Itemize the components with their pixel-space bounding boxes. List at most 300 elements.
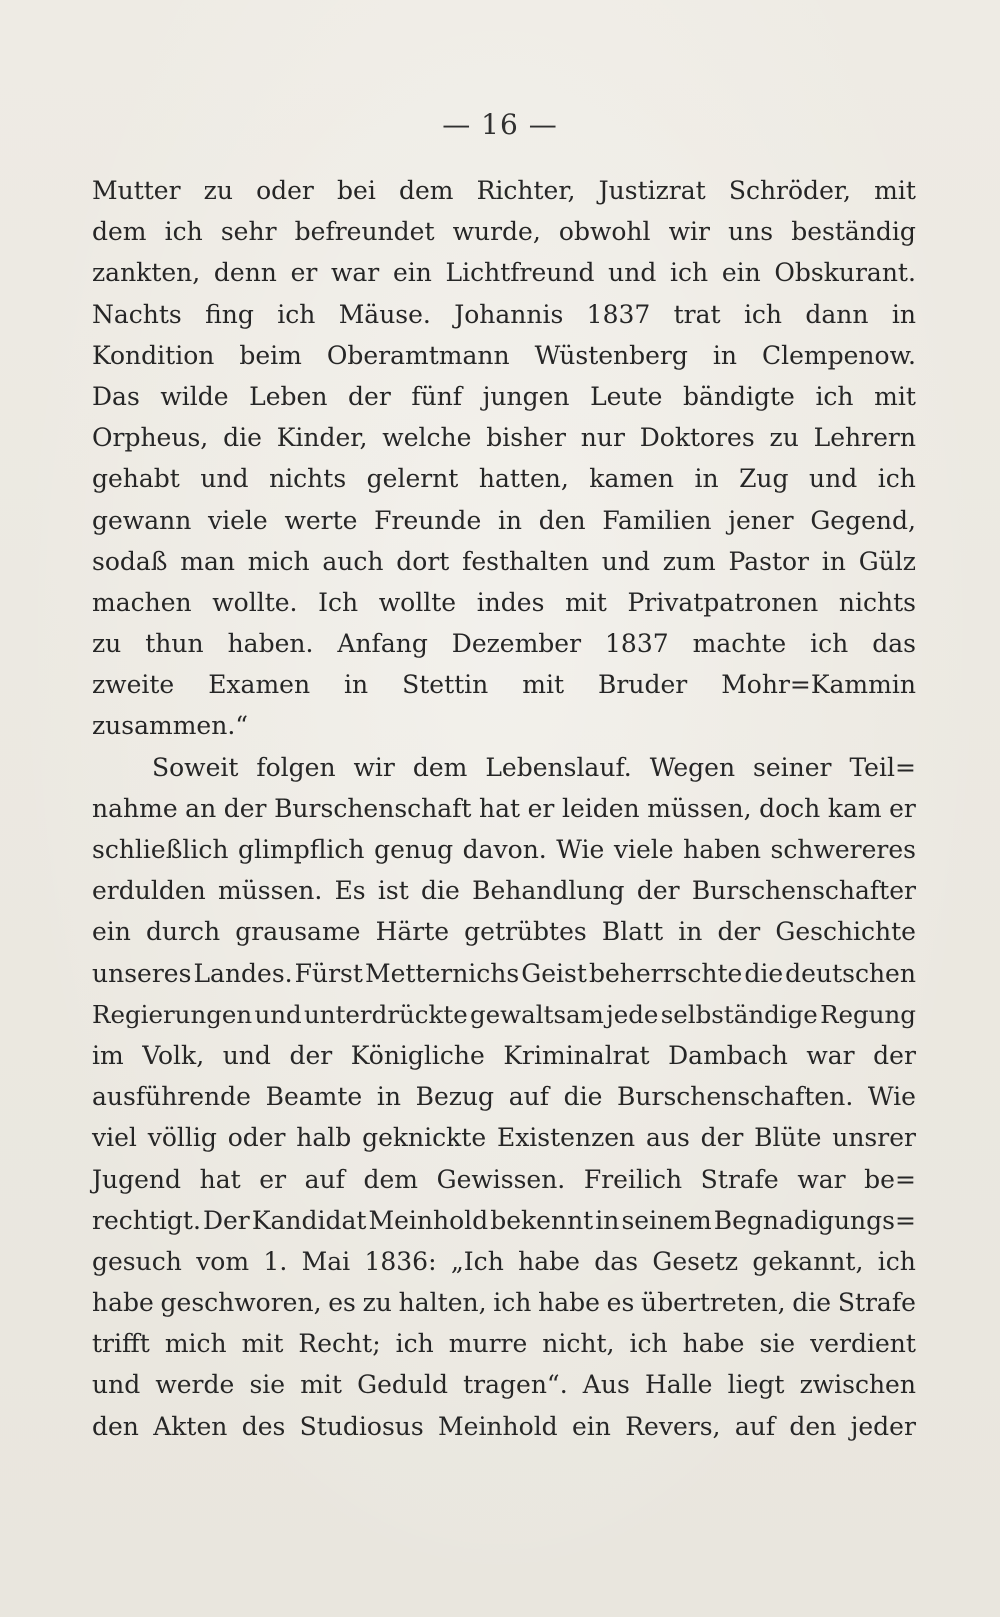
word: viele xyxy=(613,835,674,864)
word: habe xyxy=(518,1246,580,1276)
word: jeder xyxy=(850,1411,916,1441)
word: Oberamtmann xyxy=(326,340,510,370)
word: welche xyxy=(382,423,472,453)
word: er xyxy=(527,793,555,823)
text-line xyxy=(92,623,916,664)
word: und xyxy=(809,464,858,494)
word: Gewissen. xyxy=(436,1164,566,1194)
word: bei xyxy=(337,176,376,205)
word: Härte xyxy=(375,917,450,947)
word: 1837 xyxy=(605,629,669,659)
text-line xyxy=(92,911,916,952)
word: im xyxy=(92,1040,124,1070)
word: Der xyxy=(202,1205,250,1235)
word: Lehrern xyxy=(813,423,916,453)
word: Burschenschafter xyxy=(691,876,916,906)
word: ich xyxy=(395,1329,434,1359)
word: Blatt xyxy=(601,917,664,947)
word: liegt xyxy=(727,1370,785,1400)
word: be= xyxy=(864,1164,916,1194)
word: Mutter xyxy=(92,176,181,205)
word: kam xyxy=(827,793,882,823)
word: in xyxy=(712,340,737,370)
word: die xyxy=(421,876,460,906)
body-text xyxy=(92,170,916,1447)
word: Burschenschaft xyxy=(274,793,472,823)
word: Nachts xyxy=(92,299,182,329)
word: folgen xyxy=(256,752,336,782)
word: zwischen xyxy=(799,1370,916,1400)
word: seinem xyxy=(621,1205,712,1235)
word: zu xyxy=(769,423,799,453)
word: Meinhold xyxy=(368,1205,489,1235)
word: getrübtes xyxy=(464,917,587,947)
text-line xyxy=(92,870,916,911)
word: in xyxy=(821,546,846,576)
paragraph xyxy=(92,170,916,747)
word: Meinhold xyxy=(438,1411,558,1441)
word: ich xyxy=(164,217,203,247)
word: trat xyxy=(673,299,721,329)
word: der xyxy=(636,876,680,906)
word: zu xyxy=(92,629,122,659)
word: bändigte xyxy=(683,381,795,411)
text-line xyxy=(92,747,916,788)
word: sodaß xyxy=(92,546,168,576)
word: rechtigt. xyxy=(92,1205,201,1235)
word: Behandlung xyxy=(472,876,625,906)
word: dann xyxy=(805,299,869,329)
word: fünf xyxy=(411,381,463,411)
word: Studiosus xyxy=(299,1411,424,1441)
word: in xyxy=(376,1082,401,1112)
word: Recht; xyxy=(298,1329,381,1359)
text-line xyxy=(92,1282,916,1323)
word: ich xyxy=(743,299,783,329)
word: Wegen xyxy=(649,752,736,782)
word: sie xyxy=(759,1329,796,1359)
word: Begnadigungs= xyxy=(713,1205,916,1235)
word: und xyxy=(200,464,249,494)
word: wollte. xyxy=(212,587,298,617)
word: Existenzen xyxy=(496,1123,636,1153)
word: Akten xyxy=(153,1411,228,1441)
word: habe xyxy=(682,1329,745,1359)
word: in xyxy=(891,299,916,329)
word: Landes. xyxy=(193,958,293,988)
word: Leben xyxy=(249,381,328,411)
word: Justizrat xyxy=(598,176,706,205)
word: Geist xyxy=(521,958,587,988)
word: Freunde xyxy=(374,505,482,535)
text-line xyxy=(92,335,916,376)
word: Familien xyxy=(602,505,712,535)
text-line xyxy=(92,1323,916,1364)
word: Stettin xyxy=(402,670,489,700)
word: Halle xyxy=(644,1370,713,1400)
word: war xyxy=(806,1040,855,1070)
word: Regierungen xyxy=(92,999,253,1029)
word: tragen“. xyxy=(463,1370,568,1400)
word: deutschen xyxy=(785,958,916,988)
word: mit xyxy=(522,670,565,700)
word: Lebenslauf. xyxy=(485,752,632,782)
word: in xyxy=(678,917,703,947)
word: schwereres xyxy=(770,835,916,864)
text-line xyxy=(92,1406,916,1447)
word: Burschenschaften. xyxy=(617,1082,854,1112)
word: werde xyxy=(155,1370,235,1400)
word: er xyxy=(290,258,318,288)
word: mit xyxy=(874,176,916,205)
text-line xyxy=(92,211,916,252)
word: werte xyxy=(284,505,358,535)
word: verdient xyxy=(810,1329,916,1359)
word: sie xyxy=(249,1370,286,1400)
word: dort xyxy=(396,546,450,576)
word: machen xyxy=(92,587,192,617)
word: und xyxy=(608,258,657,288)
text-line xyxy=(92,252,916,293)
word: man xyxy=(180,546,235,576)
text-line xyxy=(92,705,916,746)
word: Das xyxy=(92,381,140,411)
word: ich xyxy=(277,299,316,329)
word: zweite xyxy=(92,670,175,700)
word: Examen xyxy=(208,670,311,700)
word: Jugend xyxy=(92,1164,182,1194)
word: gekannt, xyxy=(752,1246,864,1276)
word: trifft xyxy=(92,1329,150,1359)
word: glimpflich xyxy=(238,835,365,864)
text-line xyxy=(92,1117,916,1158)
word: die xyxy=(792,1288,832,1318)
word: nicht, xyxy=(542,1329,615,1359)
word: Wüstenberg xyxy=(534,340,688,370)
word: Mohr=Kammin xyxy=(721,670,916,700)
word: 1836: xyxy=(364,1246,437,1276)
word: 1. xyxy=(263,1246,288,1276)
word: leiden xyxy=(561,793,640,823)
word: der xyxy=(717,917,761,947)
word: oder xyxy=(256,176,314,205)
word: zankten, xyxy=(92,258,201,288)
word: wurde, xyxy=(452,217,541,247)
word: Freilich xyxy=(583,1164,683,1194)
word: obwohl xyxy=(558,217,651,247)
word: der xyxy=(223,793,267,823)
paragraph xyxy=(92,747,916,1447)
word: ein xyxy=(721,258,761,288)
text-line xyxy=(92,417,916,458)
text-line xyxy=(92,829,916,870)
text-line xyxy=(92,294,916,335)
word: Mai xyxy=(301,1246,351,1276)
word: Mäuse. xyxy=(338,299,431,329)
word: sehr xyxy=(220,217,277,247)
word: der xyxy=(873,1040,916,1070)
word: das xyxy=(594,1246,639,1276)
word: Kondition xyxy=(92,340,215,370)
word: Gülz xyxy=(858,546,916,576)
word: unsrer xyxy=(832,1123,916,1153)
word: Kriminalrat xyxy=(503,1040,650,1070)
word: dem xyxy=(412,752,468,782)
word: Zug xyxy=(739,464,789,494)
word: Bruder xyxy=(598,670,688,700)
word: viele xyxy=(208,505,268,535)
word: ich xyxy=(877,1246,916,1276)
word: Schröder, xyxy=(728,176,852,205)
word: durch xyxy=(146,917,221,947)
word: ausführende xyxy=(92,1082,251,1112)
word: den xyxy=(92,1411,139,1441)
word: der xyxy=(348,381,391,411)
word: oder xyxy=(227,1123,286,1153)
word: fing xyxy=(205,299,254,329)
word: wir xyxy=(353,752,395,782)
word: Leute xyxy=(590,381,663,411)
word: Blüte xyxy=(754,1123,822,1153)
text-line xyxy=(92,582,916,623)
word: Kinder, xyxy=(276,423,368,453)
word: jede xyxy=(606,999,659,1029)
word: er xyxy=(259,1164,287,1194)
word: Beamte xyxy=(265,1082,363,1112)
word: Anfang xyxy=(337,629,428,659)
word: Dambach xyxy=(668,1040,788,1070)
word: Richter, xyxy=(476,176,576,205)
word: zu xyxy=(203,176,233,205)
word: an xyxy=(185,793,217,823)
text-line xyxy=(92,170,916,211)
word: Metternichs xyxy=(364,958,520,988)
word: halten, xyxy=(398,1288,487,1318)
word: Obskurant. xyxy=(774,258,916,288)
word: haben xyxy=(683,835,762,864)
word: in xyxy=(694,464,719,494)
word: dem xyxy=(398,176,454,205)
word: Teil= xyxy=(849,752,916,782)
word: seiner xyxy=(753,752,832,782)
word: müssen. xyxy=(218,876,323,906)
word: war xyxy=(331,258,380,288)
word: übertreten, xyxy=(641,1288,786,1318)
word: müssen, xyxy=(647,793,752,823)
word: auf xyxy=(304,1164,345,1194)
word: Pastor xyxy=(728,546,810,576)
word: vom xyxy=(196,1246,250,1276)
word: ich xyxy=(670,258,709,288)
word: Ich xyxy=(318,587,359,617)
word: unseres xyxy=(92,958,192,988)
word: des xyxy=(241,1411,286,1441)
word: geschworen, xyxy=(160,1288,322,1318)
text-line xyxy=(92,1159,916,1200)
word: und xyxy=(222,1040,271,1070)
word: murre xyxy=(448,1329,528,1359)
word: aus xyxy=(645,1123,690,1153)
word: Strafe xyxy=(700,1164,779,1194)
word: Soweit xyxy=(152,752,239,782)
word: 1837 xyxy=(586,299,651,329)
word: indes xyxy=(476,587,545,617)
text-line xyxy=(92,1200,916,1241)
word: und xyxy=(92,1370,141,1400)
word: gehabt xyxy=(92,464,180,494)
word: nichts xyxy=(269,464,347,494)
word: beherrschte xyxy=(588,958,743,988)
word: es xyxy=(328,1288,356,1318)
word: halb xyxy=(296,1123,352,1153)
word: beständig xyxy=(791,217,916,247)
word: hat xyxy=(199,1164,241,1194)
text-line xyxy=(92,458,916,499)
word: zusammen.“ xyxy=(92,711,249,741)
word: wir xyxy=(668,217,710,247)
word: uns xyxy=(728,217,774,247)
word: ich xyxy=(810,629,849,659)
word: Fürst xyxy=(294,958,363,988)
word: auch xyxy=(322,546,384,576)
word: ein xyxy=(92,917,131,947)
word: es xyxy=(606,1288,635,1318)
text-line xyxy=(92,376,916,417)
word: Strafe xyxy=(837,1288,916,1318)
text-line xyxy=(92,500,916,541)
text-line xyxy=(92,1035,916,1076)
word: völlig xyxy=(147,1123,217,1153)
word: machte xyxy=(692,629,787,659)
word: habe xyxy=(92,1288,154,1318)
word: nichts xyxy=(838,587,916,617)
word: Regung xyxy=(820,999,916,1029)
word: habe xyxy=(538,1288,600,1318)
word: Clempenow. xyxy=(762,340,916,370)
word: die xyxy=(563,1082,603,1112)
word: Lichtfreund xyxy=(445,258,595,288)
word: viel xyxy=(92,1123,137,1153)
word: ein xyxy=(392,258,432,288)
word: kamen xyxy=(589,464,674,494)
word: davon. xyxy=(462,835,547,864)
word: genug xyxy=(374,835,454,864)
word: Gesetz xyxy=(652,1246,738,1276)
word: „Ich xyxy=(450,1246,504,1276)
word: Doktores xyxy=(639,423,755,453)
word: Es xyxy=(334,876,366,906)
word: gewaltsam xyxy=(470,999,604,1029)
word: wollte xyxy=(378,587,457,617)
word: und xyxy=(254,999,302,1029)
word: Aus xyxy=(582,1370,630,1400)
word: doch xyxy=(759,793,821,823)
word: war xyxy=(797,1164,846,1194)
word: erdulden xyxy=(92,876,206,906)
word: dem xyxy=(92,217,147,247)
word: er xyxy=(889,793,916,823)
word: Dezember xyxy=(451,629,582,659)
word: das xyxy=(872,629,916,659)
page-number: — 16 — xyxy=(442,108,558,141)
text-line xyxy=(92,953,916,994)
text-line xyxy=(92,1241,916,1282)
word: mich xyxy=(164,1329,227,1359)
word: gelernt xyxy=(366,464,459,494)
word: der xyxy=(700,1123,744,1153)
text-line xyxy=(92,788,916,829)
word: zu xyxy=(362,1288,392,1318)
word: denn xyxy=(213,258,277,288)
word: auf xyxy=(508,1082,549,1112)
word: geknickte xyxy=(362,1123,487,1153)
word: der xyxy=(289,1040,333,1070)
word: bekennt xyxy=(490,1205,594,1235)
word: ich xyxy=(493,1288,532,1318)
word: grausame xyxy=(235,917,361,947)
word: befreundet xyxy=(294,217,435,247)
word: in xyxy=(344,670,369,700)
word: hat xyxy=(479,793,521,823)
text-line xyxy=(92,664,916,705)
word: Gegend, xyxy=(810,505,916,535)
text-line xyxy=(92,1076,916,1117)
word: wilde xyxy=(160,381,229,411)
word: auf xyxy=(734,1411,776,1441)
word: Kandidat xyxy=(251,1205,367,1235)
word: Bezug xyxy=(415,1082,495,1112)
text-line xyxy=(92,994,916,1035)
word: gesuch xyxy=(92,1246,182,1276)
text-line xyxy=(92,541,916,582)
text-line xyxy=(92,1364,916,1405)
word: jener xyxy=(728,505,794,535)
word: unterdrückte xyxy=(304,999,468,1029)
word: die xyxy=(223,423,262,453)
word: Geschichte xyxy=(775,917,916,947)
word: Johannis xyxy=(454,299,564,329)
word: beim xyxy=(239,340,302,370)
word: mit xyxy=(300,1370,342,1400)
word: ist xyxy=(377,876,409,906)
word: Orpheus, xyxy=(92,423,209,453)
word: nahme xyxy=(92,793,178,823)
word: Wie xyxy=(556,835,605,864)
word: den xyxy=(538,505,586,535)
word: in xyxy=(497,505,523,535)
word: Privatpatronen xyxy=(627,587,819,617)
word: jungen xyxy=(482,381,570,411)
word: Volk, xyxy=(142,1040,205,1070)
word: mich xyxy=(247,546,310,576)
word: haben. xyxy=(227,629,314,659)
word: Wie xyxy=(867,1082,916,1112)
word: und xyxy=(601,546,650,576)
word: mit xyxy=(874,381,916,411)
word: bisher xyxy=(486,423,566,453)
word: gewann xyxy=(92,505,192,535)
word: ich xyxy=(877,464,916,494)
word: selbständige xyxy=(660,999,818,1029)
word: mit xyxy=(565,587,607,617)
word: festhalten xyxy=(462,546,589,576)
word: mit xyxy=(241,1329,284,1359)
word: dem xyxy=(363,1164,418,1194)
word: ich xyxy=(815,381,854,411)
word: in xyxy=(595,1205,620,1235)
word: ein xyxy=(572,1411,611,1441)
word: schließlich xyxy=(92,835,229,864)
